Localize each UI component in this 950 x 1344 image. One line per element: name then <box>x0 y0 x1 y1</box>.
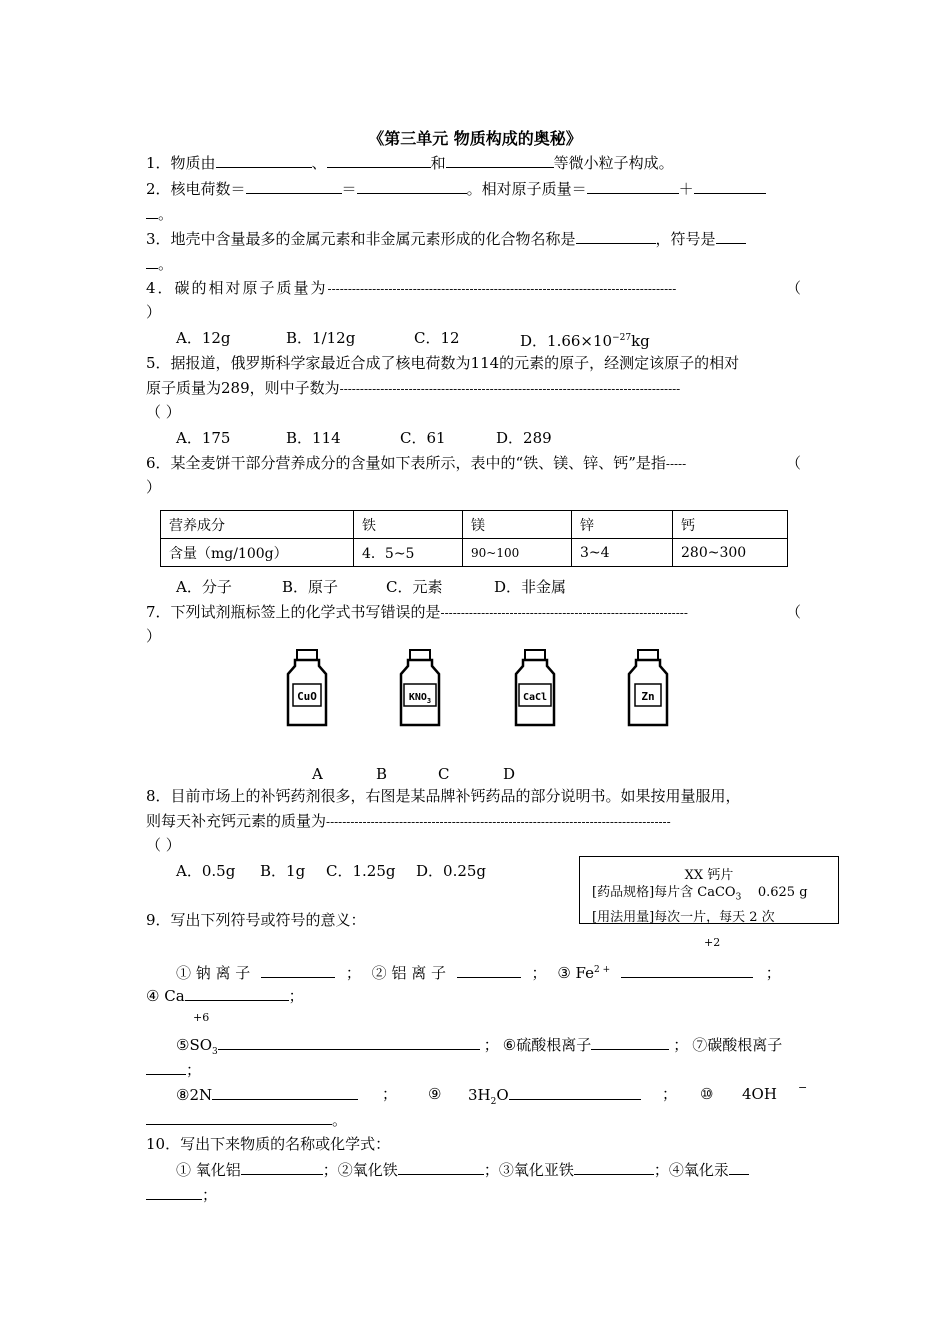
answer-paren: （ <box>786 454 802 472</box>
bottle-letter: C <box>438 765 450 783</box>
answer-paren: （ <box>786 279 802 297</box>
question-4: 4．碳的相对原子质量为-------------------------------------------------------------------------------------- <box>146 279 677 297</box>
question-9-row1-cont: ④ Ca ； <box>146 987 304 1005</box>
blank[interactable] <box>574 1159 654 1175</box>
question-10: 10．写出下来物质的名称或化学式： <box>146 1135 391 1153</box>
table-row: 营养成分 铁 镁 锌 钙 <box>161 511 788 539</box>
blank[interactable] <box>509 1084 641 1100</box>
option-a[interactable]: A．分子 <box>176 578 232 596</box>
question-2-cont: 。 <box>146 203 173 224</box>
valence-label: +6 <box>193 1011 210 1024</box>
blank[interactable] <box>694 178 766 194</box>
answer-paren: （ ） <box>146 403 181 421</box>
reagent-bottle-d[interactable] <box>626 648 670 728</box>
option-d[interactable]: D．非金属 <box>494 578 567 596</box>
medicine-label-box <box>579 856 839 924</box>
blank[interactable] <box>146 1109 332 1125</box>
blank[interactable] <box>218 1034 480 1050</box>
nutrition-table <box>160 510 788 567</box>
question-8: 8．目前市场上的补钙药剂很多，右图是某品牌补钙药品的部分说明书。如果按用量服用， <box>146 787 741 805</box>
page-title: 《第三单元 物质构成的奥秘》 <box>368 129 582 148</box>
question-2: 2．核电荷数＝ ＝ 。相对原子质量＝ ＋ <box>146 178 766 199</box>
blank[interactable] <box>146 1184 202 1200</box>
option-d[interactable]: D．$1.66\times 10^{-27}kg$ <box>520 332 650 350</box>
answer-paren: ） <box>146 303 162 321</box>
option-c[interactable]: C．1.25g <box>326 862 396 880</box>
question-3: 3．地壳中含量最多的金属元素和非金属元素形成的化合物名称是 ，符号是 <box>146 228 746 249</box>
reagent-bottle-c[interactable] <box>513 648 557 728</box>
blank[interactable] <box>398 1159 484 1175</box>
question-9-item9: $3H_2O$ <box>468 1084 641 1112</box>
option-a[interactable]: A．0.5g <box>176 862 236 880</box>
option-a[interactable]: A．175 <box>176 429 231 447</box>
question-10-items: ① 氧化铝 ；②氧化铁 ；③氧化亚铁 ；④氧化汞 <box>176 1159 749 1180</box>
question-9-row3-cont: 。 <box>146 1109 347 1130</box>
blank[interactable] <box>246 178 342 194</box>
medicine-spec: [药品规格]每片含 CaCO$_3$ 0.625 g <box>592 885 808 903</box>
option-c[interactable]: C．元素 <box>386 578 443 596</box>
question-9-row2-cont: ； <box>146 1059 201 1080</box>
question-8-cont: 则每天补充钙元素的质量为------------------------------------------------------------------------------------- <box>146 812 671 830</box>
medicine-title: XX 钙片 <box>684 868 734 883</box>
answer-paren: ） <box>146 478 162 496</box>
answer-paren: ） <box>146 627 162 645</box>
option-b[interactable]: B．1/12g <box>286 329 356 347</box>
option-a[interactable]: A．12g <box>176 329 231 347</box>
question-1: 1．物质由 、 和 等微小粒子构成。 <box>146 154 674 172</box>
blank[interactable] <box>327 152 431 168</box>
table-row: 含量（mg/100g） 4．5~5 90~100 3~4 280~300 <box>161 539 788 567</box>
blank[interactable] <box>146 1059 186 1075</box>
bottle-letter: D <box>503 765 516 783</box>
question-3-cont: 。 <box>146 253 173 274</box>
blank[interactable] <box>146 203 158 219</box>
option-d[interactable]: D．289 <box>496 429 552 447</box>
answer-paren: （ <box>786 603 802 621</box>
bottle-letter: A <box>312 765 323 783</box>
option-d[interactable]: D．0.25g <box>416 862 487 880</box>
medicine-usage: [用法用量]每次一片，每天 2 次 <box>592 909 775 925</box>
blank[interactable] <box>216 152 312 168</box>
option-c[interactable]: C．61 <box>400 429 446 447</box>
question-10-cont: ； <box>146 1184 217 1205</box>
bottle-label: Zn <box>641 690 655 703</box>
answer-paren: （ ） <box>146 836 181 854</box>
option-b[interactable]: B．114 <box>286 429 341 447</box>
blank[interactable] <box>241 1159 323 1175</box>
blank[interactable] <box>729 1159 749 1175</box>
blank[interactable] <box>716 228 746 244</box>
bottle-label: CuO <box>297 690 317 703</box>
question-5-cont: 原子质量为289，则中子数为------------------------------------------------------------------------------------ <box>146 379 681 397</box>
blank[interactable] <box>261 962 335 978</box>
blank[interactable] <box>357 178 467 194</box>
bottle-label: CaCl <box>522 692 548 703</box>
blank[interactable] <box>212 1084 358 1100</box>
bottle-letter: B <box>376 765 388 783</box>
blank[interactable] <box>446 152 554 168</box>
option-b[interactable]: B．原子 <box>282 578 339 596</box>
blank[interactable] <box>185 985 289 1001</box>
reagent-bottle-a[interactable] <box>285 648 329 728</box>
blank[interactable] <box>587 178 679 194</box>
blank[interactable] <box>621 962 753 978</box>
reagent-bottle-b[interactable] <box>398 648 442 728</box>
question-9-row3: ⑧2N <box>176 1084 358 1105</box>
option-b[interactable]: B．1g <box>260 862 306 880</box>
question-9-row2: $⑤SO_3$ ； ⑥硫酸根离子 ； ⑦碳酸根离子 <box>176 1036 783 1057</box>
bottle-label: $KNO_3$ <box>408 692 432 705</box>
question-6: 6．某全麦饼干部分营养成分的含量如下表所示，表中的“铁、镁、锌、钙”是指----- <box>146 454 687 472</box>
option-c[interactable]: C．12 <box>414 329 460 347</box>
question-9: 9．写出下列符号或符号的意义： <box>146 911 366 929</box>
question-9-row1: ① 钠 离 子 ； ② 铝 离 子 ； ③ $Fe^{2 +}$ ； <box>176 964 781 982</box>
blank[interactable] <box>146 253 158 269</box>
blank[interactable] <box>576 228 656 244</box>
question-7: 7．下列试剂瓶标签上的化学式书写错误的是------------------------------------------------------------- <box>146 603 688 621</box>
valence-label: +2 <box>704 936 721 949</box>
blank[interactable] <box>591 1034 669 1050</box>
question-5: 5．据报道，俄罗斯科学家最近合成了核电荷数为114的元素的原子，经测定该原子的相对 <box>146 354 740 372</box>
blank[interactable] <box>457 962 521 978</box>
